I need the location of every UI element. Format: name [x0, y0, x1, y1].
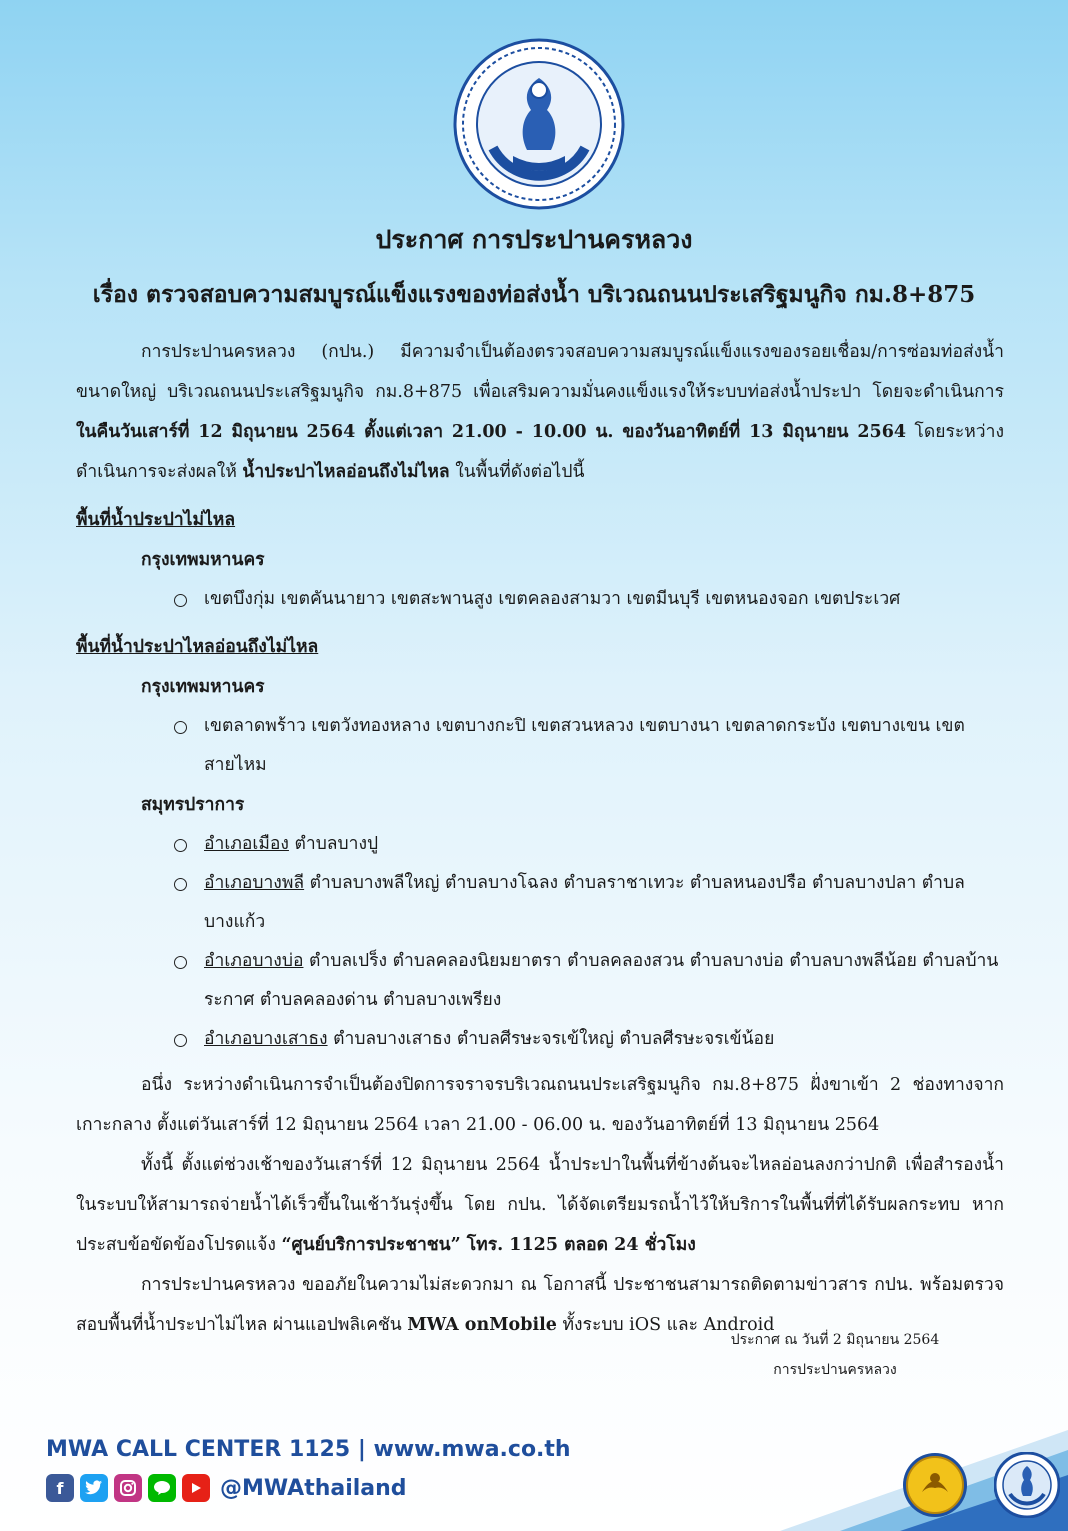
instagram-icon[interactable] [114, 1474, 142, 1502]
list-item: เขตลาดพร้าว เขตวังทองหลาง เขตบางกะปิ เขตสวนหลวง เขตบางนา เขตลาดกระบัง เขตบางเขน เขตสายไหม [174, 707, 1004, 785]
low-flow-region-samutprakan: สมุทรปราการ [141, 795, 245, 815]
list-item [174, 942, 1004, 1020]
list-item [174, 1020, 1004, 1059]
announcement-title: ประกาศ การประปานครหลวง [375, 225, 693, 254]
social-handle: @MWAthailand [220, 1475, 407, 1501]
no-flow-heading: พื้นที่น้ำประปาไม่ไหล [76, 510, 236, 530]
ministry-emblem-icon [902, 1452, 968, 1518]
signature-block [700, 1325, 970, 1385]
tambon-list: ตำบลบางเสาธง ตำบลศีรษะจรเข้ใหญ่ ตำบลศีรษะจรเข้น้อย [327, 1029, 775, 1049]
low-flow-list-samutprakan [76, 825, 1004, 1059]
intro-text: การประปานครหลวง (กปน.) มีความจำเป็นต้องตรวจสอบความสมบูรณ์แข็งแรงของรอยเชื่อม/การซ่อมท่อส่งน้ำขนาดใหญ่ บริเวณถนนประเสริฐมนูกิจ กม.8+875 เพื่อเสริมความมั่นคงแข็งแรงให้ระบบท่อส่งน้ำประปา โดยจะดำเนินการ [76, 342, 1004, 402]
twitter-icon[interactable] [80, 1474, 108, 1502]
intro-text-end: ในพื้นที่ดังต่อไปนี้ [449, 462, 585, 482]
list-item [174, 864, 1004, 942]
social-bar [46, 1474, 407, 1502]
signature-org: การประปานครหลวง [773, 1362, 897, 1378]
amphoe-name: อำเภอบางเสาธง [204, 1029, 328, 1049]
announcement-date: ประกาศ ณ วันที่ 2 มิถุนายน 2564 [730, 1332, 940, 1348]
announcement-subject: เรื่อง ตรวจสอบความสมบูรณ์แข็งแรงของท่อส่งน้ำ บริเวณถนนประเสริฐมนูกิจ กม.8+875 [92, 281, 976, 308]
pressure-paragraph [76, 1145, 1004, 1265]
list-item: เขตบึงกุ่ม เขตคันนายาว เขตสะพานสูง เขตคลองสามวา เขตมีนบุรี เขตหนองจอก เขตประเวศ [174, 580, 1004, 619]
mwa-logo-icon [453, 38, 625, 210]
no-flow-region: กรุงเทพมหานคร [141, 550, 265, 570]
intro-text-tail: โดยระหว่างดำเนินการจะส่งผลให้ [76, 422, 1004, 482]
intro-impact: น้ำประปาไหลอ่อนถึงไม่ไหล [242, 462, 450, 482]
list-item [174, 825, 1004, 864]
low-flow-heading: พื้นที่น้ำประปาไหลอ่อนถึงไม่ไหล [76, 637, 319, 657]
app-name: MWA onMobile [407, 1315, 557, 1335]
low-flow-region-bangkok: กรุงเทพมหานคร [141, 677, 265, 697]
tambon-list: ตำบลบางปู [288, 834, 379, 854]
no-flow-list [76, 580, 1004, 619]
tambon-list: ตำบลบางพลีใหญ่ ตำบลบางโฉลง ตำบลราชาเทวะ ตำบลหนองปรือ ตำบลบางปลา ตำบลบางแก้ว [204, 873, 965, 932]
pressure-text: ทั้งนี้ ตั้งแต่ช่วงเช้าของวันเสาร์ที่ 12 มิถุนายน 2564 น้ำประปาในพื้นที่ข้างต้นจะไหลอ่อนลงกว่าปกติ เพื่อสำรองน้ำในระบบให้สามารถจ่ายน้ำได้เร็วขึ้นในเช้าวันรุ่งขึ้น โดย กปน. ได้จัดเตรียมรถน้ำไว้ให้บริการในพื้นที่ที่ได้รับผลกระทบ หากประสบข้อขัดข้องโปรดแจ้ง [76, 1155, 1004, 1255]
apology-text: การประปานครหลวง ขออภัยในความไม่สะดวกมา ณ โอกาสนี้ ประชาชนสามารถติดตามข่าวสาร กปน. พร้อมตรวจสอบพื้นที่น้ำประปาไม่ไหล ผ่านแอปพลิเคชัน [76, 1275, 1004, 1335]
intro-schedule: ในคืนวันเสาร์ที่ 12 มิถุนายน 2564 ตั้งแต่เวลา 21.00 - 10.00 น. ของวันอาทิตย์ที่ 13 มิถุนายน 2564 [76, 422, 907, 442]
amphoe-name: อำเภอเมือง [204, 834, 289, 854]
call-center-text: MWA CALL CENTER 1125 | www.mwa.co.th [46, 1437, 571, 1462]
mwa-emblem-icon [994, 1452, 1060, 1518]
apology-text-end: ทั้งระบบ iOS และ Android [556, 1315, 775, 1335]
youtube-icon[interactable] [182, 1474, 210, 1502]
line-icon[interactable] [148, 1474, 176, 1502]
traffic-paragraph: อนึ่ง ระหว่างดำเนินการจำเป็นต้องปิดการจราจรบริเวณถนนประเสริฐมนูกิจ กม.8+875 ฝั่งขาเข้า 2 ช่องทางจากเกาะกลาง ตั้งแต่วันเสาร์ที่ 12 มิถุนายน 2564 เวลา 21.00 - 06.00 น. ของวันอาทิตย์ที่ 13 มิถุนายน 2564 [76, 1075, 1004, 1135]
announcement-body [76, 332, 1004, 1345]
low-flow-list-bangkok [76, 707, 1004, 785]
hotline-text: “ศูนย์บริการประชาชน” โทร. 1125 ตลอด 24 ชั่วโมง [281, 1235, 696, 1255]
amphoe-name: อำเภอบางบ่อ [204, 951, 304, 971]
tambon-list: ตำบลเปร็ง ตำบลคลองนิยมยาตรา ตำบลคลองสวน ตำบลบางบ่อ ตำบลบางพลีน้อย ตำบลบ้านระกาศ ตำบลคลองด่าน ตำบลบางเพรียง [204, 951, 999, 1010]
amphoe-name: อำเภอบางพลี [204, 873, 305, 893]
intro-paragraph [76, 332, 1004, 492]
facebook-icon[interactable]: f [46, 1474, 74, 1502]
